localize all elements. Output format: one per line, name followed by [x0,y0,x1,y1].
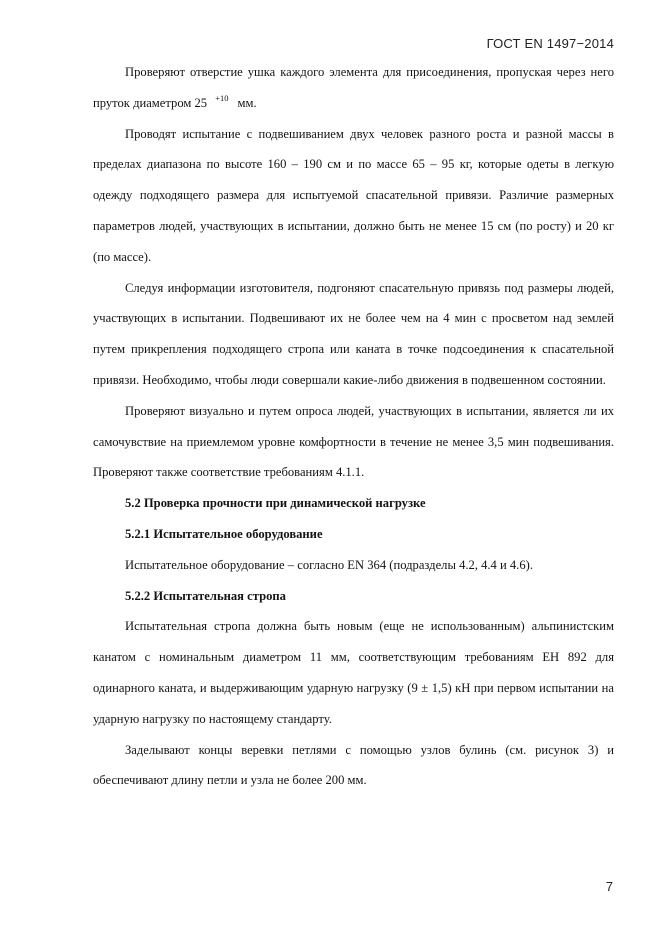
section-heading-5-2: 5.2 Проверка прочности при динамической нагрузке [125,496,426,511]
paragraph-suspension-test: Проводят испытание с подвешиванием двух человек разного роста и разной массы в пределах диапазона по высоте 160 – 190 см и по массе 65 – 95 кг, которые одеты в легкую одежду подходящего размера для испытуемой спасательной привязи. Различие размерных параметров людей, участвующих в испытании, должно быть не менее 15 см (по росту) и 20 кг (по массе). [93,126,614,264]
paragraph-comfort-check: Проверяют визуально и путем опроса людей, участвующих в испытании, является ли их самочувствие на приемлемом уровне комфортности в течение не менее 3,5 мин подвешивания. Проверяют также соответствие требованиям 4.1.1. [93,403,614,480]
document-standard-header: ГОСТ EN 1497−2014 [486,36,614,51]
paragraph-test-equipment: Испытательное оборудование – согласно EN 364 (подразделы 4.2, 4.4 и 4.6). [125,557,533,572]
section-heading-5-2-1: 5.2.1 Испытательное оборудование [125,526,323,541]
paragraph-text: мм. [237,95,257,110]
paragraph-test-rope: Испытательная стропа должна быть новым (еще не использованным) альпинистским канатом с номинальным диаметром 11 мм, соответствующим требованиям ЕН 892 для одинарного каната, и выдерживающим ударную нагрузку (9 ± 1,5) кН при первом испытании на ударную нагрузку по настоящему стандарту. [93,619,614,726]
paragraph-rope-loops: Заделывают концы веревки петлями с помощью узлов булинь (см. рисунок 3) и обеспечивают длину петли и узла не более 200 мм. [93,742,614,788]
section-heading-5-2-2: 5.2.2 Испытательная стропа [125,588,286,603]
paragraph-text: Проверяют отверстие ушка каждого элемента для присоединения, пропуская через него пруток диаметром 25 [93,65,614,110]
paragraph-ear-hole-check [93,57,614,119]
paragraph-harness-fitting: Следуя информации изготовителя, подгоняют спасательную привязь под размеры людей, участвующих в испытании. Подвешивают их не более чем на 4 мин с просветом над землей путем прикрепления подходящего стропа или каната в точке подсоединения к спасательной привязи. Необходимо, чтобы люди совершали какие-либо движения в подвешенном состоянии. [93,280,614,387]
document-body [93,57,614,796]
tolerance-superscript: +10 [215,92,229,103]
page-number: 7 [605,879,613,894]
